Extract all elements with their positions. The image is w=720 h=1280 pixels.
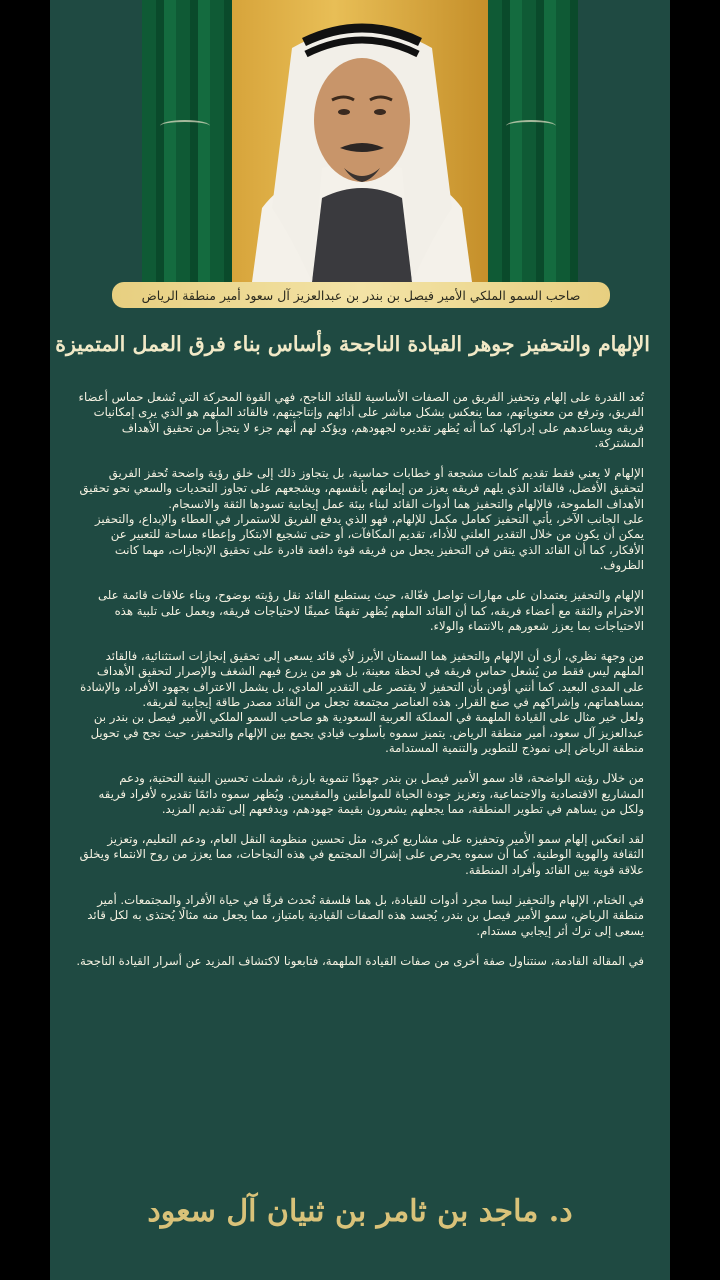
paragraph: على الجانب الآخر، يأتي التحفيز كعامل مكمل للإلهام، فهو الذي يدفع الفريق للاستمرار في العطاء والإبداع، والتحفيز يمكن أن يكون من خلال التقدير العلني للأداء، تقديم المكافآت، أو حتى تشجيع الابتكار وإعطاء مساحة للتعبير عن الأفكار، كما أن القائد الذي يتقن فن التحفيز يجعل من فريقه قوة دافعة قادرة على تحقيق الإنجازات، مهما كانت الظروف. xyxy=(94,512,644,572)
paragraph: لقد انعكس إلهام سمو الأمير وتحفيزه على مشاريع كبرى، مثل تحسين منظومة النقل العام، ودعم التعليم، وتعزيز الثقافة والهوية الوطنية. كما أن سموه يحرص على إشراك المجتمع في هذه النجاحات، مما يعزز من روح الانتماء ويخلق علاقة قوية بين القائد وأفراد المنطقة. xyxy=(79,832,644,877)
paragraph: الإلهام والتحفيز يعتمدان على مهارات تواصل فعّالة، حيث يستطيع القائد نقل رؤيته بوضوح، وبناء علاقات قائمة على الاحترام والثقة مع أعضاء فريقه، كما أن القائد الملهم يُظهر تفهمًا عميقًا لاحتياجات فريقه، ويعمل على تلبية هذه الاحتياجات بما يعزز شعورهم بالانتماء والولاء. xyxy=(98,588,644,633)
portrait-photo xyxy=(142,0,578,282)
paragraph: من وجهة نظري، أرى أن الإلهام والتحفيز هما السمتان الأبرز لأي قائد يسعى إلى تحقيق إنجازات استثنائية، فالقائد الملهم ليس فقط من يُشعل حماس فريقه في لحظة معينة، بل هو من يزرع فيهم الشغف والإصرار لتحقيق الأهداف على المدى البعيد. كما أنني أؤمن بأن التحفيز لا يقتصر على التقدير المادي، بل يشمل الاعتراف بجهود الأفراد، والإشادة بمساهماتهم، وإشراكهم في صنع القرار. هذه العناصر مجتمعة تجعل من القائد مصدر طاقة إيجابية لفريقه. xyxy=(80,649,644,710)
paragraph: تُعد القدرة على إلهام وتحفيز الفريق من الصفات الأساسية للقائد الناجح، فهي القوة المحركة التي تُشعل حماس أعضاء الفريق، وترفع من معنوياتهم، مما ينعكس بشكل مباشر على أدائهم وإنتاجيتهم، فالقائد الملهم هو الذي يرى إمكانيات فريقه ويساعدهم على إدراكها، كما أنه يُظهر تقديره لجهودهم، ويؤكد لهم أنهم جزء لا يتجزأ من تحقيق الأهداف المشتركة. xyxy=(78,390,644,450)
paragraph: الإلهام لا يعني فقط تقديم كلمات مشجعة أو خطابات حماسية، بل يتجاوز ذلك إلى خلق رؤية واضحة تُحفز الفريق لتحقيق الأفضل، فالقائد الذي يلهم فريقه يعزز من إيمانهم بأنفسهم، ويشجعهم على تجاوز التحديات والسعي نحو تحقيق الأهداف الطموحة، فالإلهام والتحفيز هما أدوات القائد لبناء بيئة عمل إيجابية تسودها الثقة والانسجام. xyxy=(79,466,644,511)
article-poster xyxy=(50,0,670,1280)
prince-portrait xyxy=(252,8,472,282)
article-headline: الإلهام والتحفيز جوهر القيادة الناجحة وأساس بناء فرق العمل المتميزة xyxy=(55,332,650,356)
flag-right xyxy=(488,0,578,282)
paragraph: في الختام، الإلهام والتحفيز ليسا مجرد أدوات للقيادة، بل هما فلسفة تُحدث فرقًا في حياة الأفراد والمجتمعات. أمير منطقة الرياض، سمو الأمير فيصل بن بندر، يُجسد هذه الصفات القيادية بامتياز، مما يجعل منه مثالًا يُحتذى به لكل قائد يسعى إلى ترك أثر إيجابي مستدام. xyxy=(87,893,644,938)
article-body xyxy=(76,390,644,984)
photo-caption: صاحب السمو الملكي الأمير فيصل بن بندر بن عبدالعزيز آل سعود أمير منطقة الرياض xyxy=(112,282,610,308)
paragraph: في المقالة القادمة، سنتناول صفة أخرى من صفات القيادة الملهمة، فتابعونا لاكتشاف المزيد عن أسرار القيادة الناجحة. xyxy=(76,953,644,968)
paragraph: من خلال رؤيته الواضحة، قاد سمو الأمير فيصل بن بندر جهودًا تنموية بارزة، شملت تحسين البنية التحتية، ودعم المشاريع الاقتصادية والاجتماعية، وتعزيز جودة الحياة للمواطنين والمقيمين. ويُظهر سموه دائمًا تقديره لأفراد فريقه ولكل من يساهم في تطوير المنطقة، مما يجعلهم يشعرون بقيمة جهودهم، ويدفعهم إلى تقديم المزيد. xyxy=(98,771,644,816)
paragraph: ولعل خير مثال على القيادة الملهمة في المملكة العربية السعودية هو صاحب السمو الملكي الأمير فيصل بن بندر بن عبدالعزيز آل سعود، أمير منطقة الرياض. يتميز سموه بأسلوب قيادي يجمع بين الإلهام والتحفيز، حيث نجح في تحويل منطقة الرياض إلى نموذج للتطوير والتنمية المستدامة. xyxy=(90,710,644,755)
flag-left xyxy=(142,0,232,282)
author-signature: د. ماجد بن ثامر بن ثنيان آل سعود xyxy=(147,1194,573,1229)
